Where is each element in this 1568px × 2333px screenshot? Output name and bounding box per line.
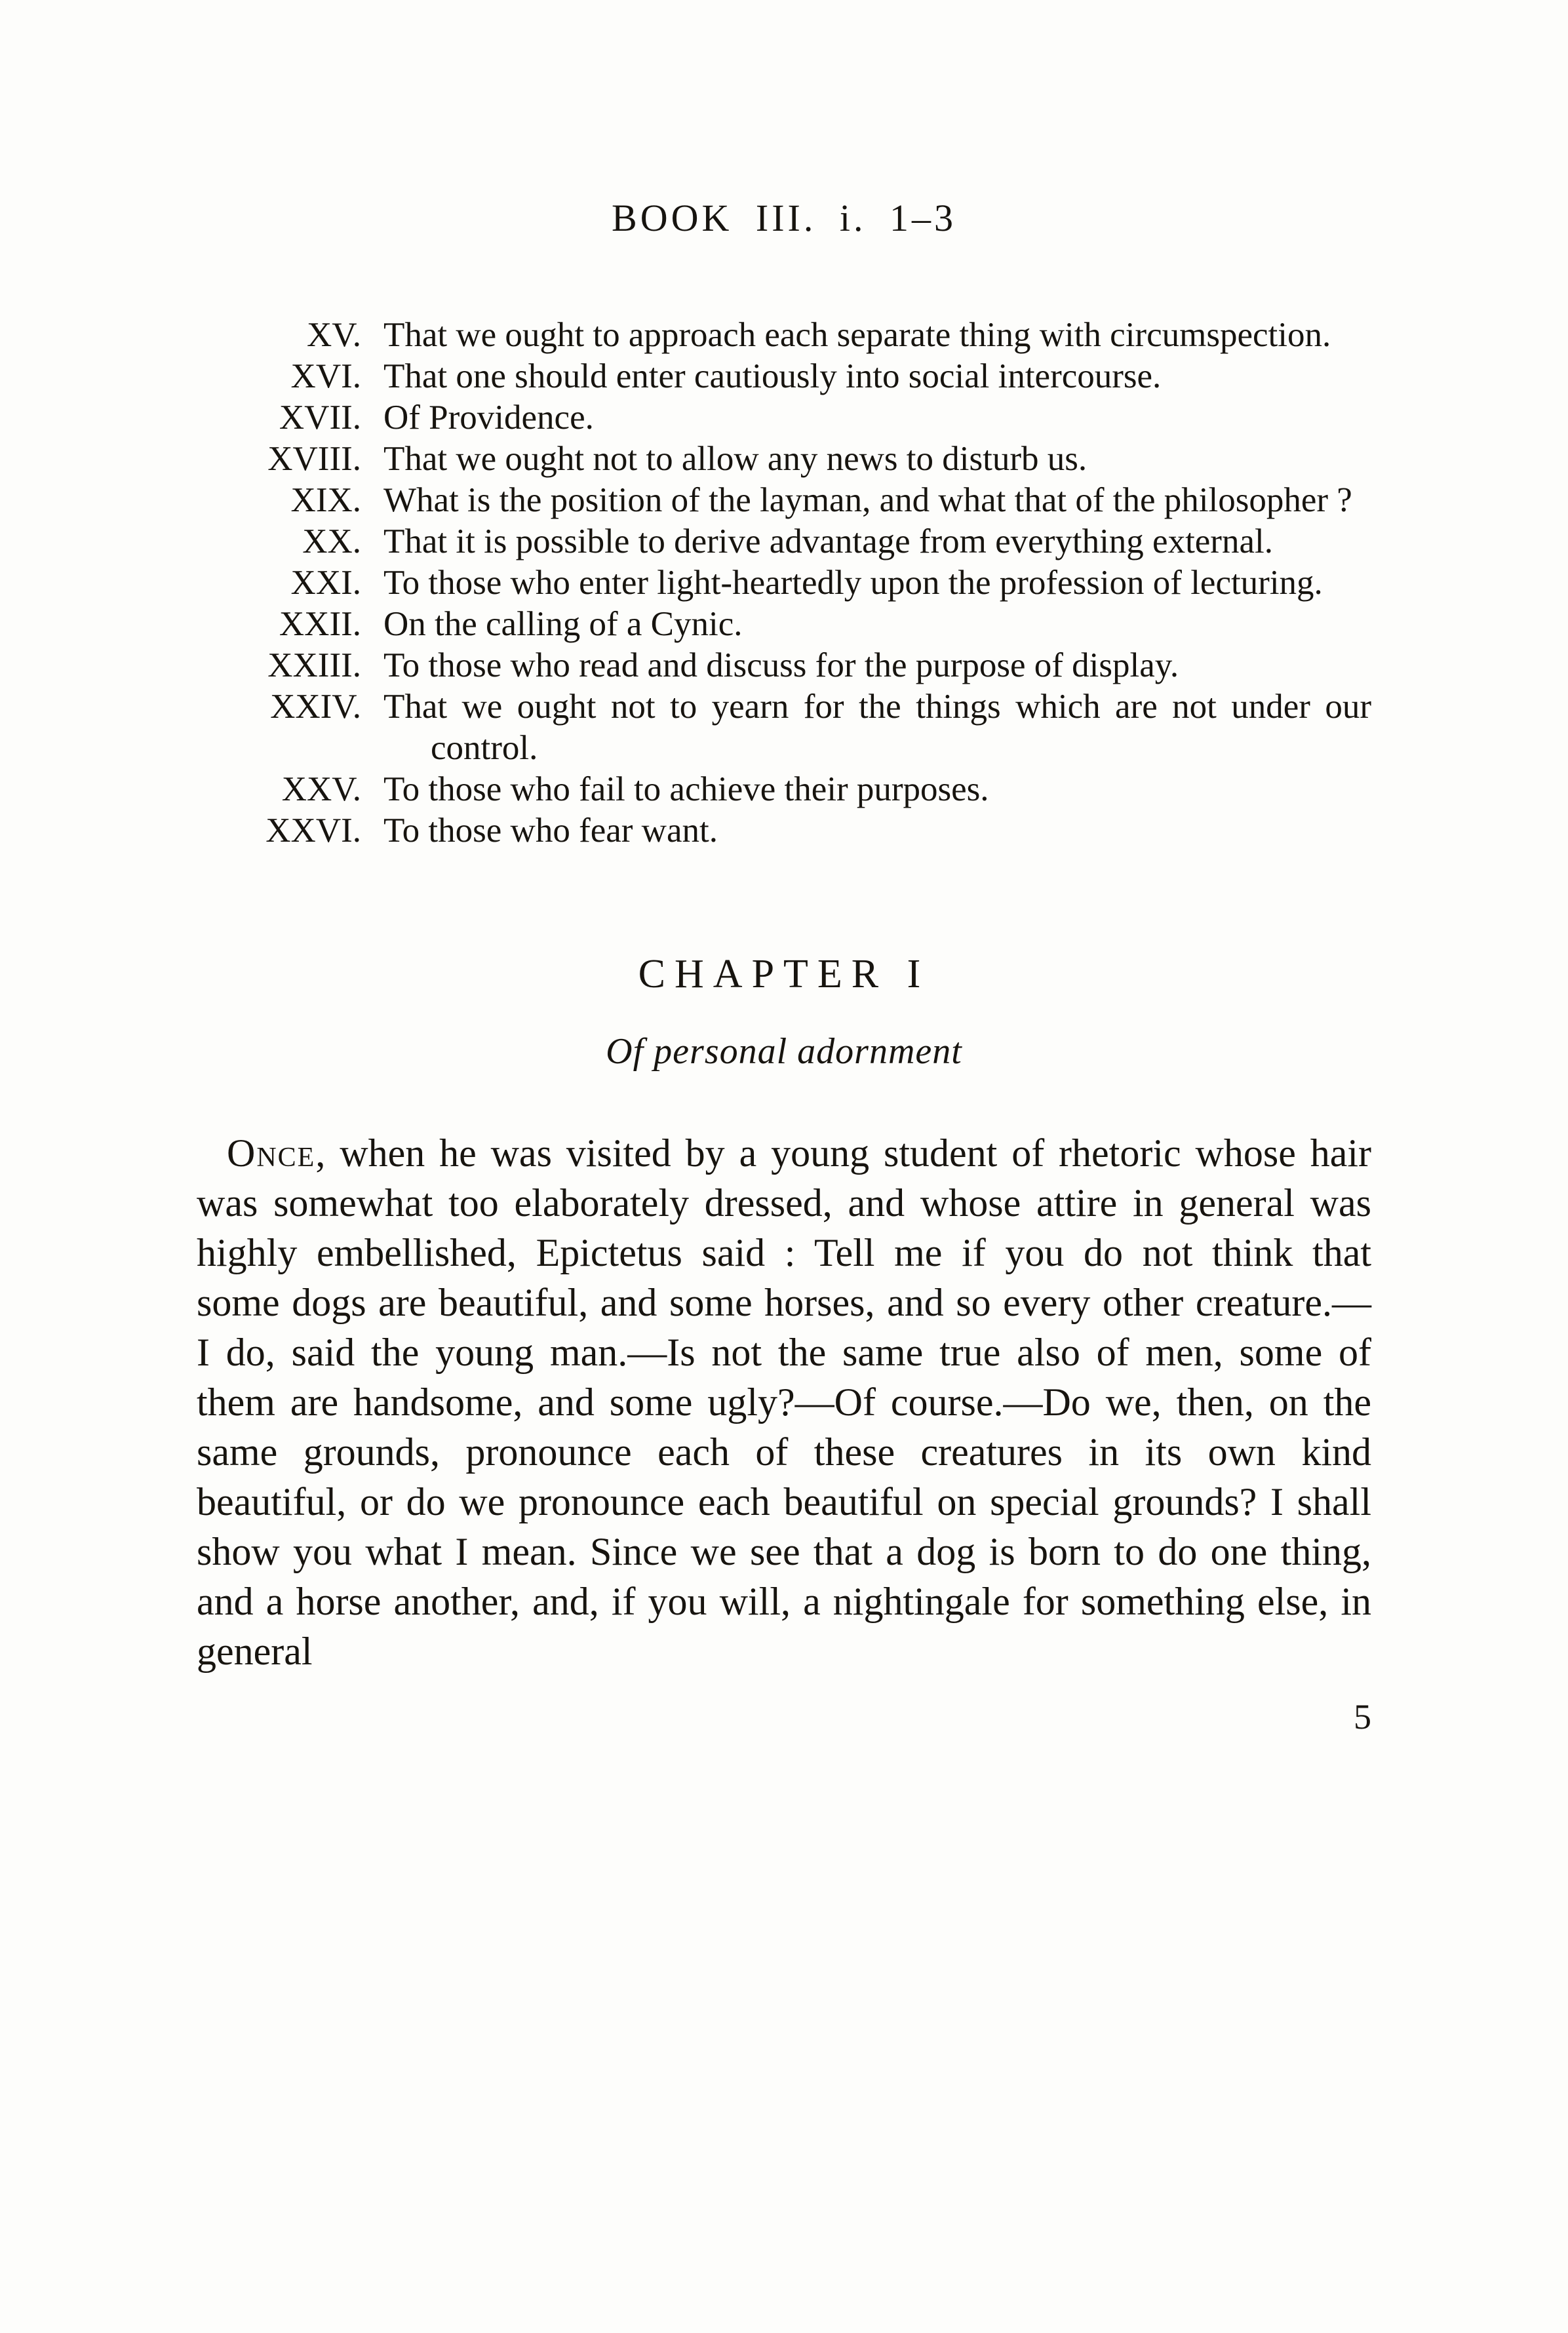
toc-entry [197, 604, 1371, 645]
toc-entry-title: To those who fear want. [383, 812, 718, 850]
toc-entry-title: Of Providence. [383, 399, 594, 437]
toc-entry [197, 356, 1371, 397]
toc-entry-title: To those who read and discuss for the purpose of display. [383, 646, 1179, 684]
toc-entry [197, 769, 1371, 810]
toc-entry-numeral: XXI. [290, 564, 361, 602]
toc-entry-title: That we ought to approach each separate thing with circumspection. [383, 316, 1331, 354]
chapter-heading: CHAPTER I [638, 952, 930, 996]
toc-entry-numeral: XVIII. [267, 440, 361, 478]
toc-entry [197, 686, 1371, 769]
toc-entry-numeral: XXIII. [267, 646, 361, 684]
toc-entry-title: That we ought not to allow any news to disturb us. [383, 440, 1088, 478]
toc-entry-title: To those who enter light-heartedly upon the profession of lecturing. [383, 564, 1323, 602]
toc-entry-numeral: XV. [307, 316, 361, 354]
toc-entry-title: That it is possible to derive advantage from everything external. [383, 522, 1273, 560]
toc-entry-title: On the calling of a Cynic. [383, 605, 743, 643]
toc-entry-numeral: XX. [302, 522, 361, 560]
toc-entry-title: To those who fail to achieve their purposes. [383, 770, 989, 808]
toc-entry-title: That one should enter cautiously into social intercourse. [383, 357, 1162, 395]
toc-entry [197, 397, 1371, 439]
toc-entry-numeral: XVI. [290, 357, 361, 395]
toc-entry [197, 315, 1371, 356]
toc-entry [197, 521, 1371, 562]
table-of-contents [197, 315, 1371, 852]
toc-entry-numeral: XXII. [279, 605, 361, 643]
toc-entry-numeral: XXVI. [265, 812, 361, 850]
toc-entry-numeral: XXV. [281, 770, 361, 808]
lead-word: Once [227, 1131, 316, 1175]
chapter-subtitle: Of personal adornment [606, 1031, 962, 1072]
toc-entry-title: What is the position of the layman, and what that of the philosopher ? [383, 481, 1352, 519]
chapter-body-paragraph [197, 1128, 1371, 1676]
toc-entry-title: That we ought not to yearn for the things which are not under our control. [383, 688, 1371, 767]
page-number: 5 [1354, 1697, 1371, 1736]
toc-entry [197, 562, 1371, 604]
running-head: BOOK III. i. 1–3 [612, 197, 956, 239]
toc-entry [197, 645, 1371, 686]
paragraph-text: , when he was visited by a young student of rhetoric whose hair was somewhat too elaborately dressed, and whose attire in general was highly embellished, Epictetus said : Tell me if you do not think that some dogs are beautiful, and some horses, and so every other creature.—I do, said the young man.—Is not the same true also of men, some of them are handsome, and some ugly?—Of course.—Do we, then, on the same grounds, pronounce each of these creatures in its own kind beautiful, or do we pronounce each beautiful on special grounds? I shall show you what I mean. Since we see that a dog is born to do one thing, and a horse another, and, if you will, a nightingale for something else, in general [197, 1131, 1371, 1673]
toc-entry [197, 439, 1371, 480]
toc-entry [197, 480, 1371, 521]
toc-entry-numeral: XIX. [290, 481, 361, 519]
toc-entry-numeral: XVII. [279, 399, 361, 437]
toc-entry [197, 810, 1371, 852]
toc-entry-numeral: XXIV. [270, 688, 361, 726]
